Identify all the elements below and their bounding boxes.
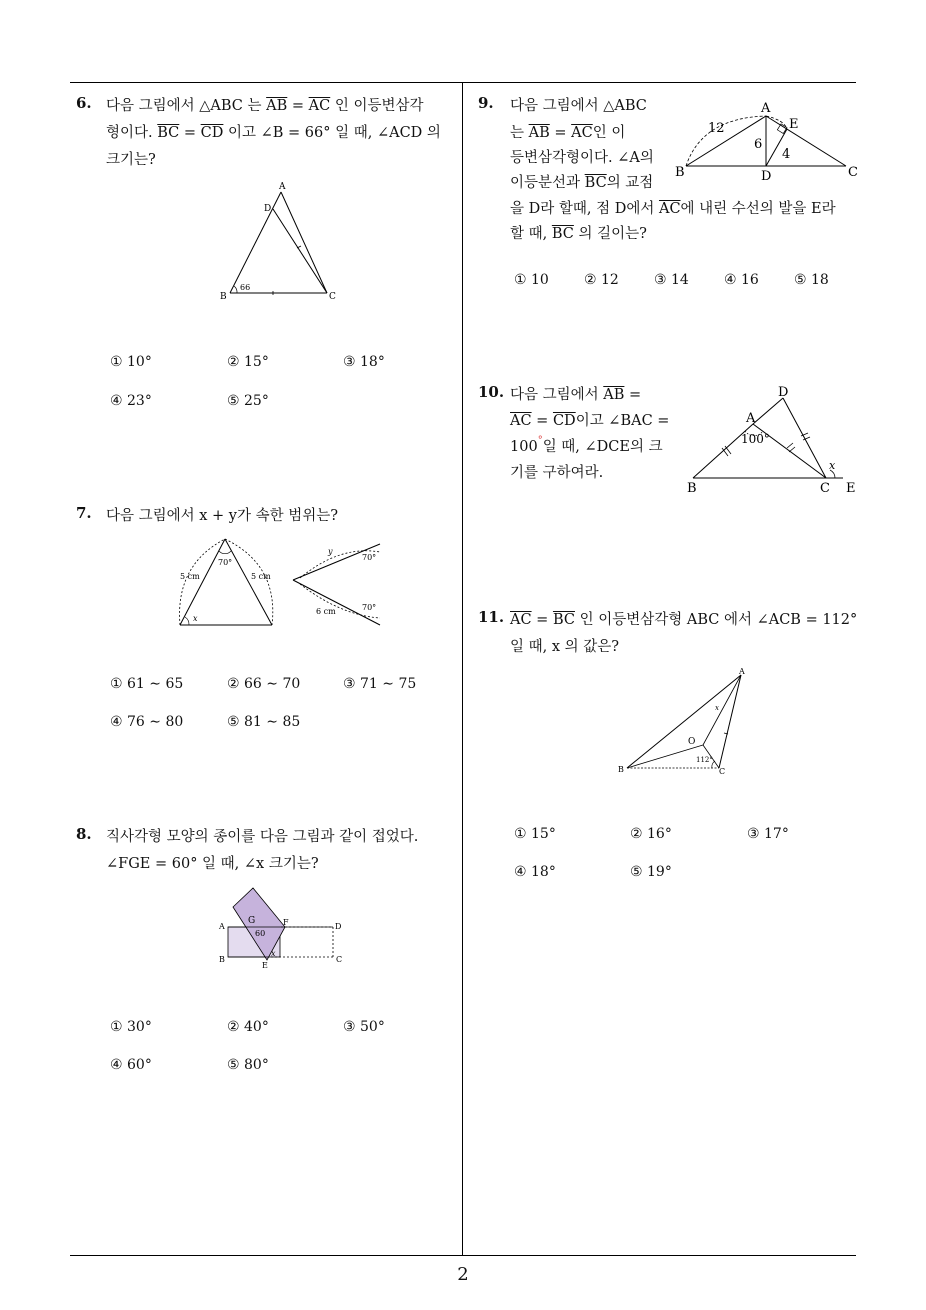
choice-1[interactable]: ① 61 ∼ 65	[110, 676, 184, 692]
choice-4[interactable]: ④ 60°	[110, 1057, 152, 1073]
angle-a-label: 70°	[362, 553, 377, 562]
text: 일 때, ∠DCE의 크	[542, 439, 663, 455]
x-label: x	[271, 949, 276, 958]
figure-triangle-abc	[615, 665, 755, 777]
choice-5[interactable]: ⑤ 19°	[630, 864, 672, 880]
choice-2[interactable]: ② 16°	[630, 826, 672, 842]
label-c: C	[329, 292, 336, 302]
question-text-line: 크기는?	[106, 152, 156, 168]
question-number: 7.	[76, 504, 92, 522]
right-side-label: 5 cm	[251, 572, 271, 581]
choice-3[interactable]: ③ 14	[654, 272, 689, 288]
label-e: E	[846, 481, 856, 496]
top-angle-label: 70°	[218, 558, 233, 567]
text: 다음 그림에서	[510, 387, 604, 403]
segment-cd: $\overline{CD}$	[200, 125, 224, 141]
text: 형이다.	[106, 125, 158, 141]
label-e: E	[789, 117, 799, 132]
question-text-line	[106, 121, 441, 142]
label-ab-length: 12	[708, 121, 725, 136]
question-number: 10.	[478, 383, 505, 401]
y-label: y	[328, 547, 333, 556]
question-text-line	[106, 94, 424, 115]
segment-bc: $\overline{BC}$	[157, 125, 180, 141]
text: =	[531, 413, 553, 429]
text: 인 이등변삼각형 ABC 에서 ∠ACB = 112°	[574, 612, 858, 628]
label-a: A	[746, 411, 756, 426]
text: =	[179, 125, 201, 141]
segment-cd: $\overline{CD}$	[552, 413, 576, 429]
label-ad-length: 6	[754, 137, 763, 152]
text: =	[531, 612, 553, 628]
choice-3[interactable]: ③ 50°	[343, 1019, 385, 1035]
text: 다음 그림에서 △ABC 는	[106, 98, 267, 114]
choice-2[interactable]: ② 12	[584, 272, 619, 288]
label-b: B	[220, 292, 227, 302]
segment-bc: $\overline{BC}$	[551, 226, 574, 242]
text: 이등분선과	[510, 175, 585, 191]
x-label: x	[193, 614, 198, 623]
label-d: D	[761, 169, 772, 184]
question-number: 6.	[76, 94, 92, 112]
label-d: D	[778, 385, 789, 400]
angle-label: 66	[240, 283, 251, 292]
text: 100	[510, 439, 538, 455]
question-number: 8.	[76, 825, 92, 843]
segment-bc: $\overline{BC}$	[584, 175, 607, 191]
choice-5[interactable]: ⑤ 81 ∼ 85	[227, 714, 301, 730]
angle-label: 60	[255, 929, 266, 938]
label-b: B	[618, 765, 624, 774]
text: 는	[510, 125, 529, 141]
segment-ab: $\overline{AB}$	[266, 98, 288, 114]
degree-mark: °	[537, 435, 543, 446]
segment-ac: $\overline{AC}$	[571, 125, 593, 141]
label-c: C	[336, 955, 343, 964]
label-c: C	[820, 481, 830, 496]
segment-bc: $\overline{BC}$	[552, 612, 575, 628]
segment-ac: $\overline{AC}$	[308, 98, 331, 114]
segment-ac: $\overline{AC}$	[510, 413, 532, 429]
x-label: x	[715, 704, 719, 712]
text: =	[549, 125, 572, 141]
text: 인 이	[592, 125, 626, 141]
label-c: C	[719, 767, 726, 776]
label-o: O	[688, 737, 696, 747]
question-text-line	[510, 197, 836, 218]
choice-3[interactable]: ③ 17°	[747, 826, 789, 842]
label-a: A	[219, 922, 225, 931]
segment-ac: $\overline{AC}$	[658, 201, 681, 217]
question-text-line	[510, 435, 663, 456]
choice-2[interactable]: ② 40°	[227, 1019, 269, 1035]
choice-5[interactable]: ⑤ 25°	[227, 393, 269, 409]
left-side-label: 5 cm	[180, 572, 200, 581]
figure-isosceles	[175, 535, 280, 630]
question-text-line	[510, 222, 647, 243]
question-text-line	[510, 383, 641, 404]
side-label: 6 cm	[316, 607, 336, 616]
question-text-line	[510, 171, 653, 192]
text: 의 교점	[606, 175, 654, 191]
text: 의 길이는?	[573, 226, 647, 242]
label-g: G	[248, 916, 256, 926]
label-e: E	[262, 961, 268, 970]
text: 에 내린 수선의 발을 E라	[680, 201, 836, 217]
question-text-line: 기를 구하여라.	[510, 465, 604, 481]
text: 이고 ∠BAC =	[575, 413, 670, 429]
angle-b-label: 70°	[362, 603, 377, 612]
angle-label: 100°	[741, 432, 770, 446]
label-a: A	[279, 182, 286, 192]
text: 할 때,	[510, 226, 552, 242]
choice-3[interactable]: ③ 71 ∼ 75	[343, 676, 417, 692]
choice-1[interactable]: ① 10	[514, 272, 549, 288]
text: =	[629, 387, 642, 403]
choice-2[interactable]: ② 66 ∼ 70	[227, 676, 301, 692]
choice-4[interactable]: ④ 18°	[514, 864, 556, 880]
label-b: B	[219, 955, 225, 964]
question-text-line: 등변삼각형이다. ∠A의	[510, 150, 654, 166]
choice-1[interactable]: ① 15°	[514, 826, 556, 842]
choice-3[interactable]: ③ 18°	[343, 354, 385, 370]
choice-2[interactable]: ② 15°	[227, 354, 269, 370]
angle-label: 112°	[696, 756, 713, 764]
column-divider	[462, 82, 463, 1256]
text: =	[287, 98, 309, 114]
question-number: 11.	[478, 608, 505, 626]
segment-ab: $\overline{AB}$	[528, 125, 550, 141]
segment-ac: $\overline{AC}$	[510, 612, 532, 628]
segment-ab: $\overline{AB}$	[603, 387, 625, 403]
label-c: C	[848, 165, 858, 180]
top-rule	[70, 82, 856, 83]
figure-triangle-dce	[683, 386, 863, 498]
question-text-line	[510, 409, 669, 430]
page-number: 2	[457, 1264, 469, 1285]
figure-triangle-abc	[215, 178, 345, 308]
label-b: B	[687, 481, 697, 496]
choice-1[interactable]: ① 10°	[110, 354, 152, 370]
choice-4[interactable]: ④ 76 ∼ 80	[110, 714, 184, 730]
figure-triangle-abc	[672, 98, 862, 183]
text: 인 이등변삼각	[330, 98, 424, 114]
question-text-line	[510, 121, 625, 142]
choice-5[interactable]: ⑤ 18	[794, 272, 829, 288]
question-number: 9.	[478, 94, 494, 112]
choice-4[interactable]: ④ 23°	[110, 393, 152, 409]
choice-4[interactable]: ④ 16	[724, 272, 759, 288]
question-text-line: 다음 그림에서 △ABC	[510, 98, 647, 114]
text: 을 D라 할때, 점 D에서	[510, 201, 659, 217]
label-a: A	[761, 101, 771, 116]
question-text-line: 일 때, x 의 값은?	[510, 639, 620, 655]
text: 이고 ∠B = 66° 일 때, ∠ACD 의	[223, 125, 441, 141]
x-label: x	[829, 459, 836, 472]
question-text-line: 다음 그림에서 x + y가 속한 범위는?	[106, 508, 339, 524]
choice-1[interactable]: ① 30°	[110, 1019, 152, 1035]
question-text-line: ∠FGE = 60° 일 때, ∠x 크기는?	[106, 856, 319, 872]
label-b: B	[675, 165, 685, 180]
label-f: F	[283, 918, 289, 927]
choice-5[interactable]: ⑤ 80°	[227, 1057, 269, 1073]
question-text-line	[510, 608, 857, 629]
question-text-line: 직사각형 모양의 종이를 다음 그림과 같이 접었다.	[106, 829, 419, 845]
label-a: A	[739, 667, 745, 676]
label-d: D	[335, 922, 342, 931]
label-d: D	[264, 204, 272, 214]
bottom-rule	[70, 1255, 856, 1256]
label-de-length: 4	[782, 147, 791, 162]
figure-folded-paper	[215, 882, 350, 972]
figure-angles	[290, 540, 385, 630]
